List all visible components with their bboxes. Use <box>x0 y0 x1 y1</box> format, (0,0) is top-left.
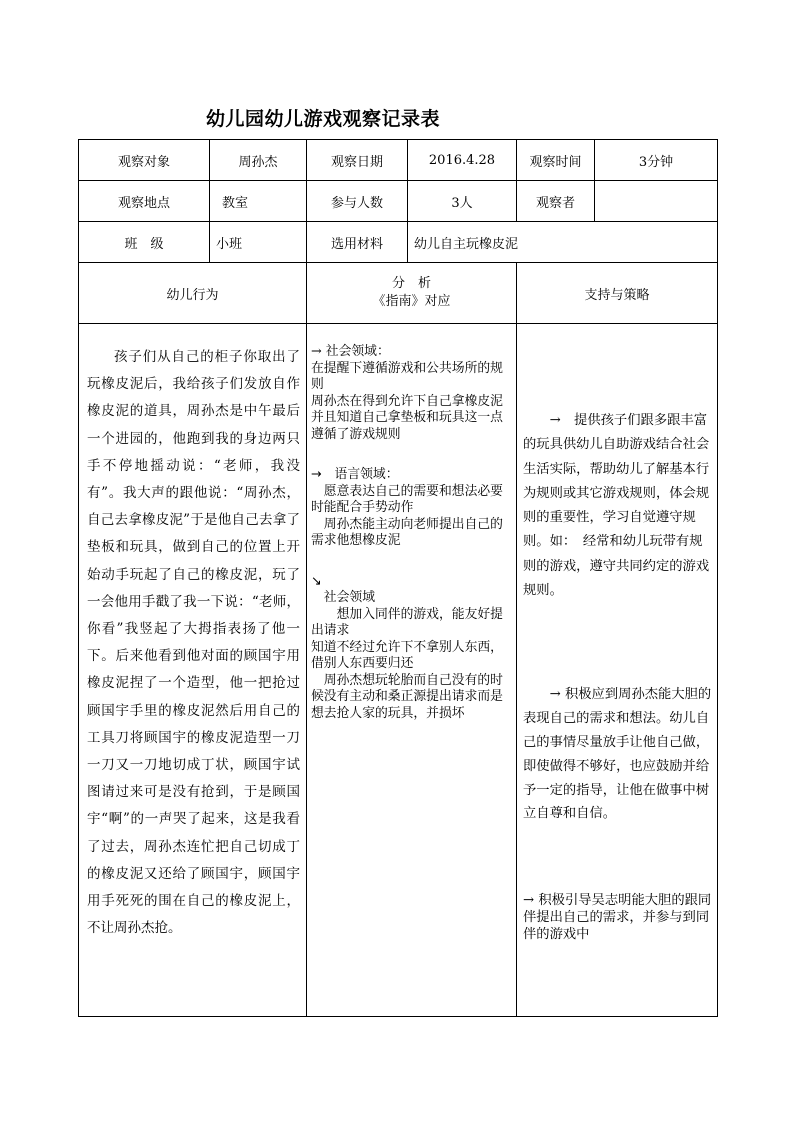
strategy-item-1: → 提供孩子们跟多跟丰富的玩具供幼儿自助游戏结合社会生活实际，帮助幼儿了解基本行为规则或其它游戏规则，体会规则的重要性，学习自觉遵守规则。如： 经常和幼儿玩带有规则的游戏，遵守共同约定的游戏规则。 <box>523 413 710 599</box>
analysis-header-line1: 分 析 <box>391 276 431 291</box>
strategy-item-3: → 积极引导吴志明能大胆的跟同伴提出自己的需求，并参与到同伴的游戏中 <box>523 893 712 943</box>
behavior-text: 孩子们从自己的柜子你取出了玩橡皮泥后，我给孩子们发放自作橡皮泥的道具，周孙杰是中午最后一个进园的，他跑到我的身边两只手不停地摇动说：“老师，我没有”。我大声的跟他说：“周孙杰，自己去拿橡皮泥”于是他自己去拿了垫板和玩具，做到自己的位置上开始动手玩起了自己的橡皮泥，玩了一会他用手戳了我一下说：“老师，你看”我竖起了大拇指表扬了他一下。后来他看到他对面的顾国宇用橡皮泥捏了一个造型，他一把抢过顾国宇手里的橡皮泥然后用自己的工具刀将顾国宇的橡皮泥造型一刀一刀又一刀地切成丁状，顾国宇试图请过来可是没有抢到，于是顾国宇“啊”的一声哭了起来，这是我看了过去，周孙杰连忙把自己切成丁的橡皮泥又还给了顾国宇，顾国宇用手死死的围在自己的橡皮泥上，不让周孙杰抢。 <box>87 349 300 937</box>
observation-date-label: 观察日期 <box>307 140 408 181</box>
observation-place-label: 观察地点 <box>79 181 210 222</box>
analysis-social2-observation: 周孙杰想玩轮胎而自己没有的时候没有主动和桑正源提出请求而是想去抢人家的玩具，并损坏 <box>311 672 503 721</box>
observation-record-table <box>78 139 718 1017</box>
class-label: 班 级 <box>79 222 210 263</box>
strategy-header: 支持与策略 <box>517 263 718 324</box>
class-value: 小班 <box>210 222 307 263</box>
observation-time-value: 3分钟 <box>595 140 718 181</box>
analysis-language-title: 语言领域： <box>334 467 399 482</box>
analysis-language-observation: 周孙杰能主动向老师提出自己的需求他想橡皮泥 <box>311 516 503 548</box>
analysis-social2-guideline1: 想加入同伴的游戏，能友好提出请求 <box>311 606 503 638</box>
observation-date-value: 2016.4.28 <box>408 140 517 181</box>
behavior-cell <box>79 324 307 1017</box>
section-header-row <box>79 263 718 324</box>
analysis-language-guideline: 愿意表达自己的需要和想法必要时能配合手势动作 <box>311 483 503 515</box>
observer-label: 观察者 <box>517 181 595 222</box>
arrow-down-right-icon: ↘ <box>311 573 322 589</box>
analysis-social2-guideline2: 知道不经过允许下不拿别人东西，借别人东西要归还 <box>311 639 503 671</box>
analysis-social2-arrow <box>311 574 511 591</box>
strategy-item-2: → 积极应到周孙杰能大胆的表现自己的需求和想法。幼儿自己的事情尽量放手让他自己做，即使做得不够好，也应鼓励并给予一定的指导，让他在做事中树立自尊和自信。 <box>523 687 712 822</box>
content-row <box>79 324 718 1017</box>
strategy-cell <box>517 324 718 1017</box>
info-row-2 <box>79 181 718 222</box>
page-title: 幼儿园幼儿游戏观察记录表 <box>206 108 441 130</box>
participant-count-value: 3人 <box>408 181 517 222</box>
observer-value <box>595 181 718 222</box>
analysis-cell <box>307 324 517 1017</box>
info-row-3 <box>79 222 718 263</box>
analysis-social2-title: 社会领域 <box>311 590 375 605</box>
info-row-1 <box>79 140 718 181</box>
analysis-social-guideline: 在提醒下遵循游戏和公共场所的规则 <box>311 360 503 392</box>
analysis-header-line2: 《指南》对应 <box>372 294 451 309</box>
analysis-header <box>307 263 517 324</box>
arrow-right-icon: → <box>311 467 322 482</box>
analysis-social-title: → 社会领域： <box>311 344 390 359</box>
observation-time-label: 观察时间 <box>517 140 595 181</box>
material-value: 幼儿自主玩橡皮泥 <box>408 222 718 263</box>
analysis-social-observation: 周孙杰在得到允许下自己拿橡皮泥并且知道自己拿垫板和玩具这一点遵循了游戏规则 <box>311 393 503 442</box>
strategy-content <box>517 324 717 943</box>
material-label: 选用材料 <box>307 222 408 263</box>
analysis-language-heading <box>311 467 511 484</box>
observation-target-value: 周孙杰 <box>210 140 307 181</box>
behavior-header: 幼儿行为 <box>79 263 307 324</box>
observation-target-label: 观察对象 <box>79 140 210 181</box>
observation-place-value: 教室 <box>210 181 307 222</box>
analysis-content <box>307 324 516 722</box>
participant-count-label: 参与人数 <box>307 181 408 222</box>
